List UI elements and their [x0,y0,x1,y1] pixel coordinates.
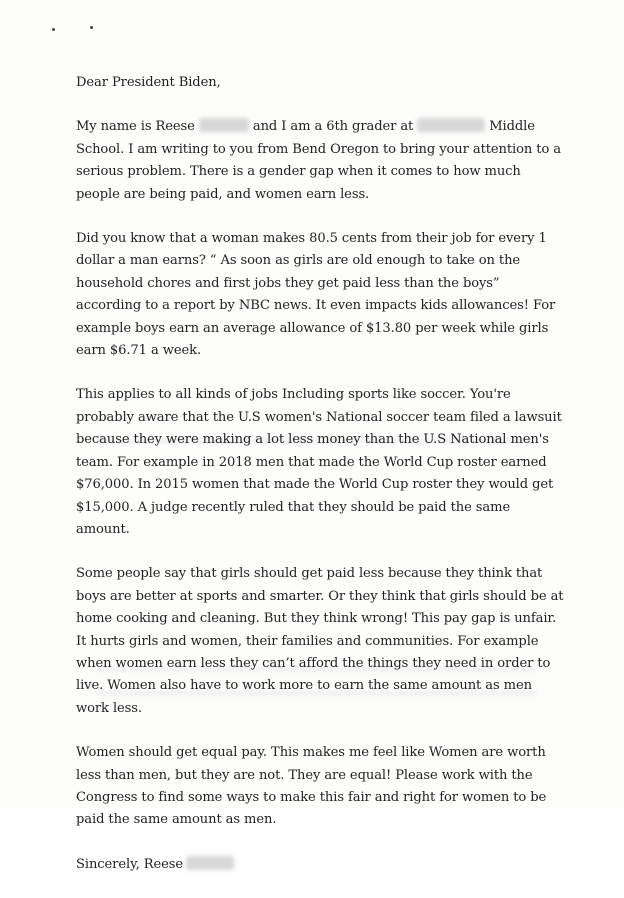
paragraph-appeal: Women should get equal pay. This makes me feel like Women are worth less than men, but they are not. They are equal! Please work with the Congress to find some ways to make this fair and right for women to be paid the same amount as men. [76,745,547,828]
paragraph-argument: Some people say that girls should get paid less because they think that boys are better at sports and smarter. Or they think that girls should be at home cooking and cleaning. But they think wrong! This pay gap is unfair. It hurts girls and women, their families and communities. For example when women earn less they can’t afford the things they need in order to live. Women also have to work more to earn the same amount as men work less. [76,566,564,716]
redacted-signature-surname [186,856,234,870]
letter-body [76,72,566,898]
salutation: Dear President Biden, [76,75,221,90]
scan-marks [52,24,112,34]
paragraph-statistics: Did you know that a woman makes 80.5 cents from their job for every 1 dollar a man earns? “ As soon as girls are old enough to take on the household chores and first jobs they get paid less than the boys” according to a report by NBC news. It even impacts kids allowances! For example boys earn an average allowance of $13.80 per week while girls earn $6.71 a week. [76,231,556,359]
intro-part-1: My name is Reese [76,119,195,135]
scan-dot [90,26,93,29]
redacted-school-name [417,118,485,132]
redacted-surname [199,118,249,132]
closing-text: Sincerely, Reese [76,856,184,872]
closing [76,854,566,876]
intro-part-2: and I am a 6th grader at [252,119,414,135]
paragraph-intro [76,116,566,206]
scan-dot [52,28,55,31]
intro-part-3: Middle School. I am writing to you from Bend Oregon to bring your attention to a serious problem. There is a gender gap when it comes to how much people are being paid, and women earn less. [76,119,562,202]
paragraph-sports: This applies to all kinds of jobs Including sports like soccer. You're probably aware that the U.S women's National soccer team filed a lawsuit because they were making a lot less money than the U.S National men's team. For example in 2018 men that made the World Cup roster earned $76,000. In 2015 women that made the World Cup roster they would get $15,000. A judge recently ruled that they should be paid the same amount. [76,387,562,537]
